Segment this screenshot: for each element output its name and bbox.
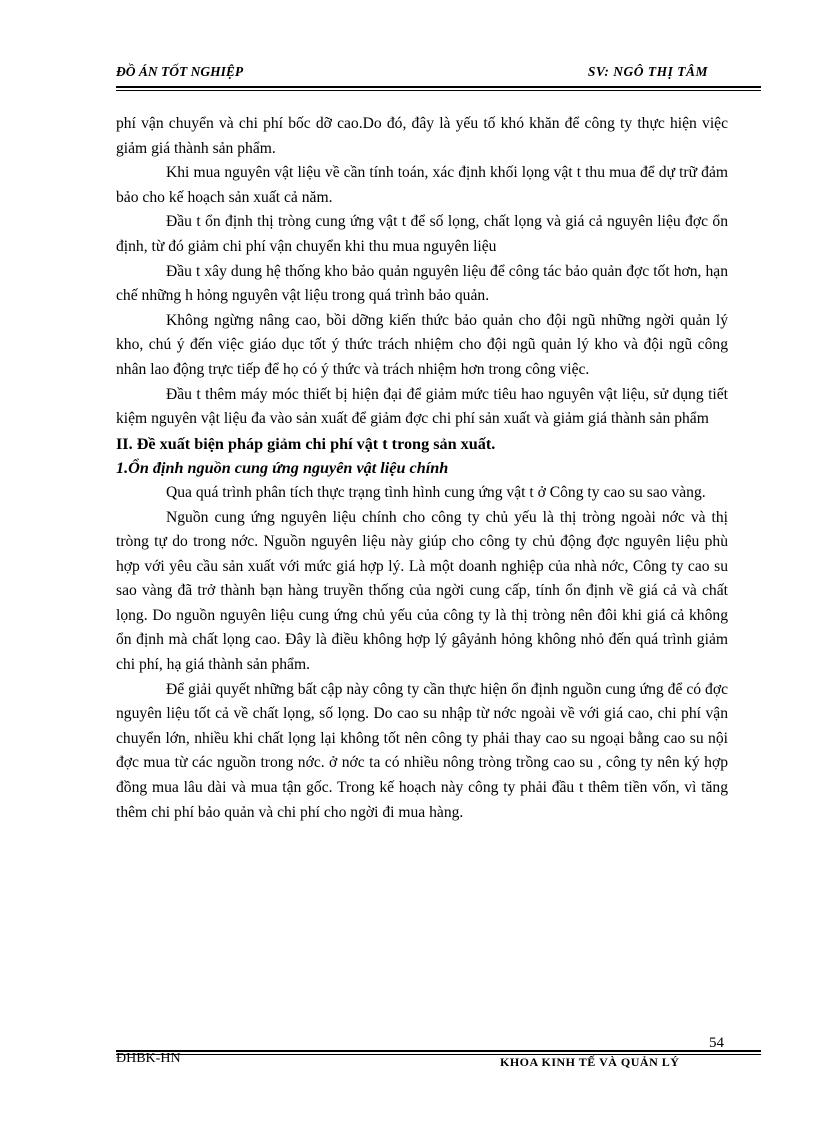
paragraph: Đầu t xây dung hệ thống kho bảo quản nguyên liệu để công tác bảo quản đợc tốt hơn, hạn chế những h hỏng nguyên vật liệu trong quá trình bảo quản. bbox=[116, 262, 728, 305]
page-header bbox=[116, 62, 758, 84]
section-heading: II. Đề xuất biện pháp giảm chi phí vật t trong sản xuất. bbox=[116, 434, 496, 453]
footer-faculty: KHOA KINH TẾ VÀ QUẢN LÝ bbox=[500, 1055, 680, 1069]
header-rule-thick bbox=[116, 86, 761, 88]
footer-rule-thick bbox=[116, 1050, 761, 1052]
paragraph: Đầu t ổn định thị tròng cung ứng vật t để số lọng, chất lọng và giá cả nguyên liệu đợc ổn định, từ đó giảm chi phí vận chuyển khi thu mua nguyên liệu bbox=[116, 213, 728, 255]
subsection-heading: 1.Ổn định nguồn cung ứng nguyên vật liệu chính bbox=[116, 459, 449, 478]
paragraph: Không ngừng nâng cao, bồi dỡng kiến thức bảo quản cho đội ngũ những ngời quản lý kho, chú ý đến việc giáo dục tốt ý thức trách nhiệm cho đội ngũ quản lý kho và đội ngũ công nhân lao động trực tiếp để họ có ý thức và trách nhiệm hơn trong công việc. bbox=[116, 311, 728, 378]
paragraph: phí vận chuyển và chi phí bốc dỡ cao.Do đó, đây là yếu tố khó khăn để công ty thực hiện việc giảm giá thành sản phẩm. bbox=[116, 115, 728, 157]
paragraph: Qua quá trình phân tích thực trạng tình hình cung ứng vật t ở Công ty cao su sao vàng. bbox=[166, 483, 706, 501]
document-body bbox=[116, 112, 728, 825]
header-student-name: SV: NGÔ THỊ TÂM bbox=[587, 64, 708, 79]
paragraph: Nguồn cung ứng nguyên liệu chính cho công ty chủ yếu là thị tròng ngoài nớc và thị tròng tự do trong nớc. Nguồn nguyên liệu này giúp cho công ty chủ động đợc nguyên liệu phù hợp với yêu cầu sản xuất với mức giá hợp lý. Là một doanh nghiệp của nhà nớc, Công ty cao su sao vàng đã trở thành bạn hàng truyền thống của ngời cung cấp, tính ổn định về giá cả và chất lọng. Do nguồn nguyên liệu cung ứng chủ yếu của công ty là thị tròng nên đôi khi giá cả không ổn định mà chất lọng cao. Đây là điều không hợp lý gâyảnh hỏng không nhỏ đến quá trình giảm chi phí, hạ giá thành sản phẩm. bbox=[116, 508, 728, 674]
paragraph: Để giải quyết những bất cập này công ty cần thực hiện ổn định nguồn cung ứng để có đợc nguyên liệu tốt cả về chất lọng, số lọng. Do cao su nhập từ nớc ngoài về với giá cao, chi phí vận chuyển lớn, nhiều khi chất lọng lại không tốt nên công ty phải thay cao su ngoại bằng cao su nội đợc mua từ các nguồn trong nớc. ở nớc ta có nhiều nông tròng trồng cao su , công ty nên ký hợp đồng mua lâu dài và mua tận gốc. Trong kế hoạch này công ty phải đầu t thêm tiền vốn, vì tăng thêm chi phí bảo quản và chi phí cho ngời đi mua hàng. bbox=[116, 680, 728, 821]
paragraph: Khi mua nguyên vật liệu về cần tính toán, xác định khối lọng vật t thu mua để dự trữ đảm bảo cho kế hoạch sản xuất cả năm. bbox=[116, 164, 728, 206]
header-rule-thin bbox=[116, 90, 761, 91]
header-title: ĐỒ ÁN TỐT NGHIỆP bbox=[116, 64, 244, 79]
footer-university: ĐHBK-HN bbox=[116, 1051, 181, 1066]
paragraph: Đầu t thêm máy móc thiết bị hiện đại để giảm mức tiêu hao nguyên vật liệu, sử dụng tiết kiệm nguyên vật liệu đa vào sản xuất để giảm đợc chi phí sản xuất và giảm giá thành sản phẩm bbox=[116, 385, 728, 428]
page-number: 54 bbox=[709, 1035, 724, 1051]
